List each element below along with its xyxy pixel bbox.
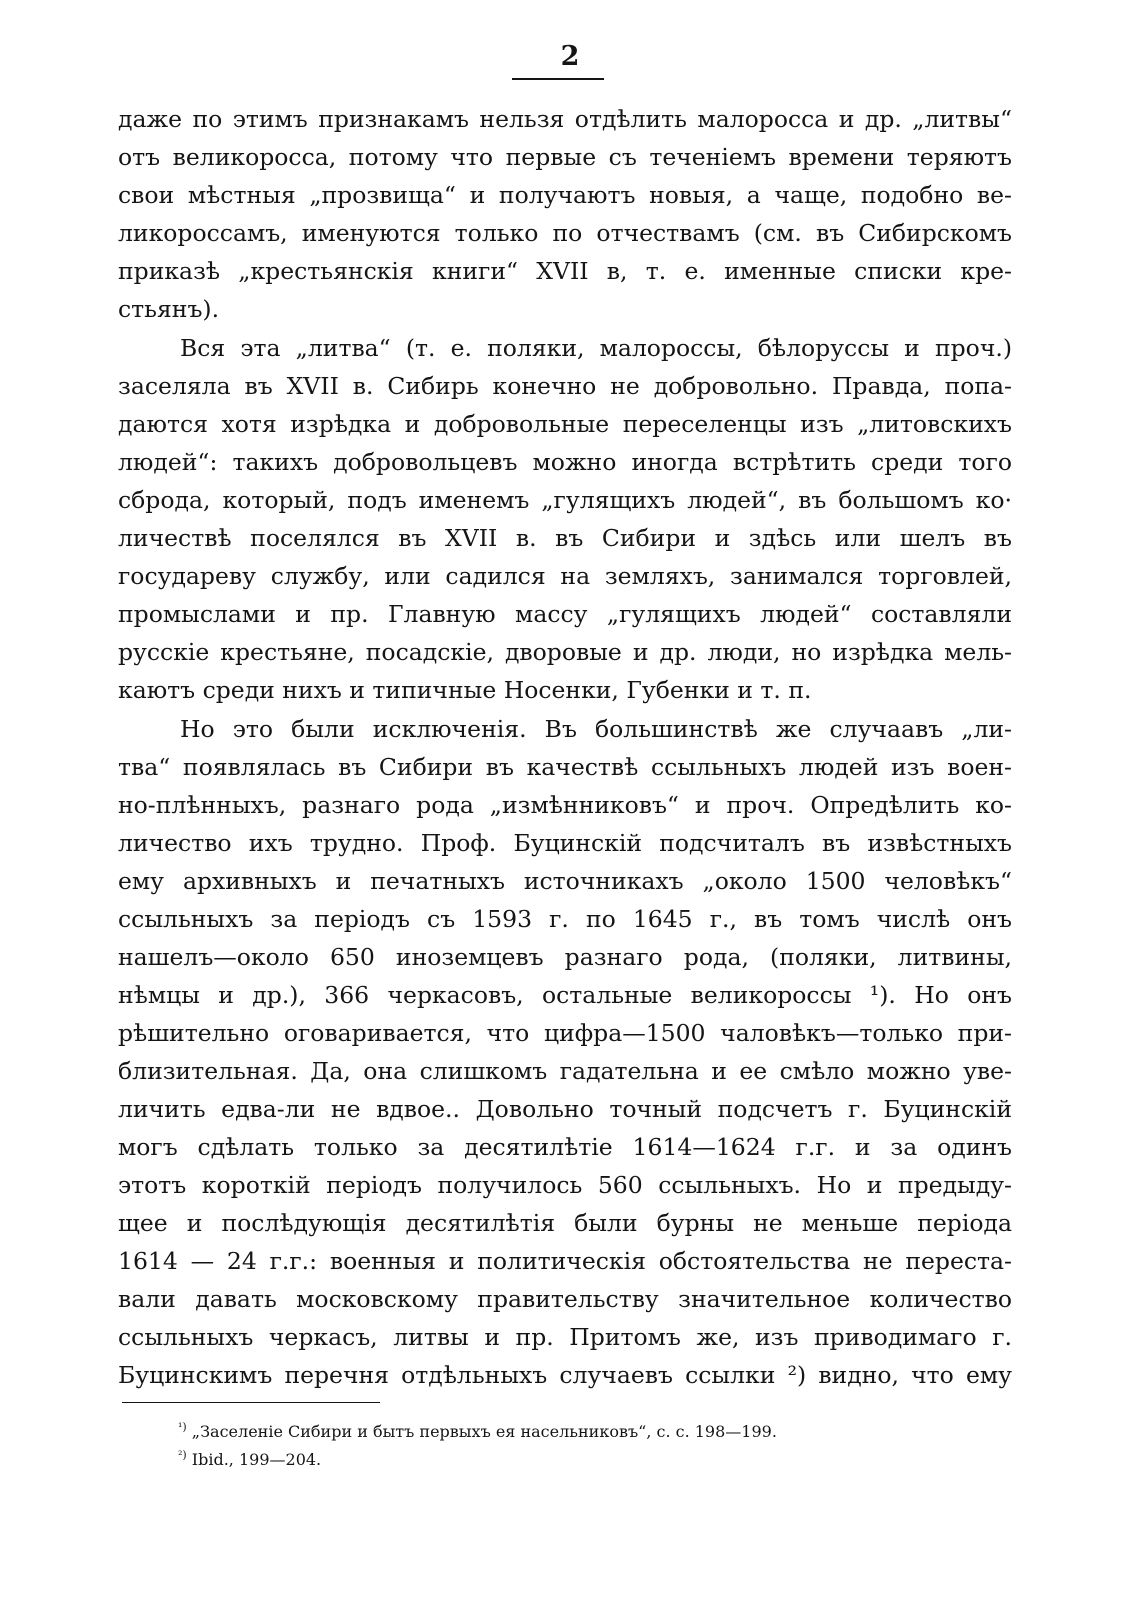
paragraph-start-line: Вся эта „литва“ (т. е. поляки, малороссы, бѣлоруссы и проч.)	[180, 334, 1012, 362]
text-line: близительная. Да, она слишкомъ гадательна и ее смѣло можно уве-	[118, 1057, 1012, 1085]
text-line: сброда, который, подъ именемъ „гулящихъ людей“, въ большомъ ко·	[118, 486, 1012, 514]
page-number: 2	[560, 41, 580, 72]
footnote-1-mark: ¹)	[178, 1420, 187, 1434]
text-line: стьянъ).	[118, 295, 220, 323]
page-number-rule	[512, 78, 604, 80]
text-line: приказѣ „крестьянскія книги“ XVII в, т. е. именные списки кре-	[118, 257, 1012, 285]
text-line: каютъ среди нихъ и типичные Носенки, Губенки и т. п.	[118, 676, 812, 704]
text-line: русскіе крестьяне, посадскіе, дворовые и др. люди, но изрѣдка мель-	[118, 638, 1012, 666]
text-line: рѣшительно оговаривается, что цифра—1500 чаловѣкъ—только при-	[118, 1019, 1012, 1047]
paragraph-start-line: Но это были исключенія. Въ большинствѣ же случаавъ „ли-	[180, 715, 1012, 743]
text-line: даются хотя изрѣдка и добровольные переселенцы изъ „литовскихъ	[118, 410, 1012, 438]
text-line: личествѣ поселялся въ XVII в. въ Сибири и здѣсь или шелъ въ	[118, 524, 1012, 552]
text-line: щее и послѣдующія десятилѣтія были бурны не меньше періода	[118, 1209, 1012, 1237]
text-line: вали давать московскому правительству значительное количество	[118, 1285, 1012, 1313]
text-line: ссыльныхъ черкасъ, литвы и пр. Притомъ же, изъ приводимаго г.	[118, 1323, 1012, 1351]
text-line: отъ великоросса, потому что первые съ теченіемъ времени теряютъ	[118, 143, 1012, 171]
text-line: Буцинскимъ перечня отдѣльныхъ случаевъ ссылки ²) видно, что ему	[118, 1361, 1012, 1389]
footnote-2-text: Ibid., 199—204.	[191, 1450, 322, 1469]
text-line: 1614 — 24 г.г.: военныя и политическія обстоятельства не переста-	[118, 1247, 1012, 1275]
footnote-2-mark: ²)	[178, 1448, 187, 1462]
text-line: ссыльныхъ за періодъ съ 1593 г. по 1645 г., въ томъ числѣ онъ	[118, 905, 1012, 933]
text-line: заселяла въ XVII в. Сибирь конечно не добровольно. Правда, попа-	[118, 372, 1012, 400]
text-line: этотъ короткій періодъ получилось 560 ссыльныхъ. Но и предыду-	[118, 1171, 1012, 1199]
footnote-1	[178, 1418, 777, 1446]
text-line: государеву службу, или садился на земляхъ, занимался торговлей,	[118, 562, 1012, 590]
text-line: нѣмцы и др.), 366 черкасовъ, остальные великороссы ¹). Но онъ	[118, 981, 1012, 1009]
footnote-1-text: „Заселеніе Сибири и бытъ первыхъ ея насельниковъ“, с. с. 198—199.	[191, 1422, 777, 1441]
text-line: ликороссамъ, именуются только по отчествамъ (см. въ Сибирскомъ	[118, 219, 1012, 247]
footnote-2	[178, 1446, 321, 1474]
text-line: людей“: такихъ добровольцевъ можно иногда встрѣтить среди того	[118, 448, 1012, 476]
text-line: тва“ появлялась въ Сибири въ качествѣ ссыльныхъ людей изъ воен-	[118, 753, 1012, 781]
text-line: могъ сдѣлать только за десятилѣтіе 1614—1624 г.г. и за одинъ	[118, 1133, 1012, 1161]
text-line: ему архивныхъ и печатныхъ источникахъ „около 1500 человѣкъ“	[118, 867, 1012, 895]
text-line: даже по этимъ признакамъ нельзя отдѣлить малоросса и др. „литвы“	[118, 105, 1012, 133]
footnote-separator	[122, 1402, 380, 1403]
text-line: личество ихъ трудно. Проф. Буцинскій подсчиталъ въ извѣстныхъ	[118, 829, 1012, 857]
text-line: промыслами и пр. Главную массу „гулящихъ людей“ составляли	[118, 600, 1012, 628]
text-line: но-плѣнныхъ, разнаго рода „измѣнниковъ“ и проч. Опредѣлить ко-	[118, 791, 1012, 819]
text-line: свои мѣстныя „прозвища“ и получаютъ новыя, а чаще, подобно ве-	[118, 181, 1012, 209]
text-line: личить едва-ли не вдвое.. Довольно точный подсчетъ г. Буцинскій	[118, 1095, 1012, 1123]
text-line: нашелъ—около 650 иноземцевъ разнаго рода, (поляки, литвины,	[118, 943, 1012, 971]
